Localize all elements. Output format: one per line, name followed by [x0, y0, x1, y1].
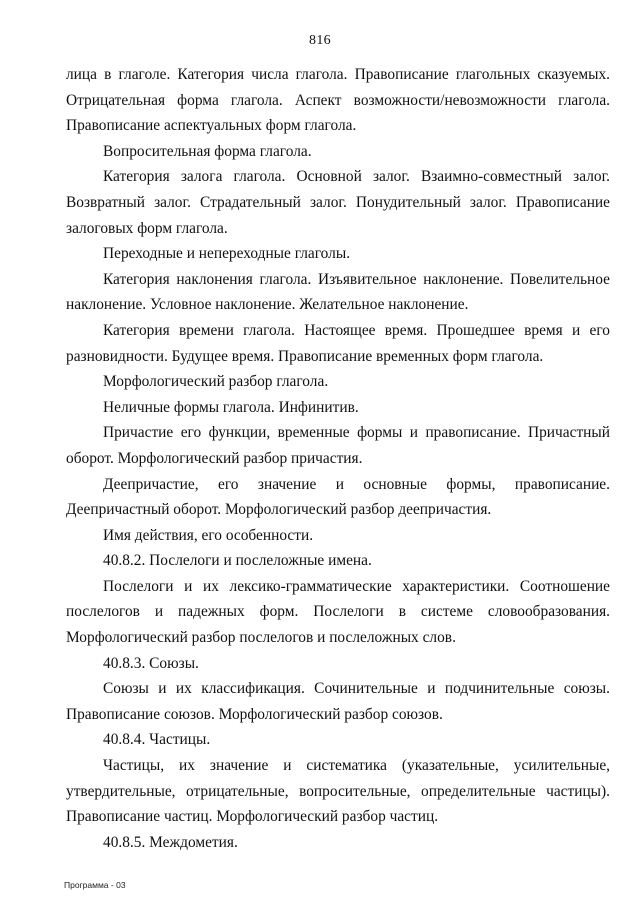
paragraph-nonfinite-forms: Неличные формы глагола. Инфинитив.	[103, 398, 359, 416]
paragraph-voice-category: Категория залога глагола. Основной залог. Взаимно-совместный залог. Возвратный залог. Страдательный залог. Понудительный залог. Правописание залоговых форм глагола.	[66, 168, 610, 237]
paragraph-tense-category: Категория времени глагола. Настоящее время. Прошедшее время и его разновидности. Будущее время. Правописание временных форм глагола.	[66, 321, 610, 365]
section-heading-postpositions: 40.8.2. Послелоги и послеложные имена.	[103, 552, 372, 570]
paragraph-particles: Частицы, их значение и систематика (указательные, усилительные, утвердительные, отрицательные, вопросительные, определительные частицы). Правописание частиц. Морфологический разбор частиц.	[66, 757, 610, 826]
paragraph-participle: Причастие его функции, временные формы и правописание. Причастный оборот. Морфологический разбор причастия.	[66, 424, 610, 467]
paragraph-interrogative-form: Вопросительная форма глагола.	[103, 142, 312, 160]
paragraph-conjunctions: Союзы и их классификация. Сочинительные и подчинительные союзы. Правописание союзов. Морфологический разбор союзов.	[66, 680, 610, 723]
paragraph-postpositions: Послелоги и их лексико-грамматические характеристики. Соотношение послелогов и падежных форм. Послелоги в системе словообразования. Морфологический разбор послелогов и послеложных слов.	[66, 577, 610, 647]
document-body	[66, 62, 610, 855]
paragraph-action-noun: Имя действия, его особенности.	[103, 526, 314, 544]
paragraph-verb-person-number: лица в глаголе. Категория числа глагола. Правописание глагольных сказуемых. Отрицательная форма глагола. Аспект возможности/невозможности глагола. Правописание аспектуальных форм глагола.	[66, 66, 610, 135]
paragraph-mood-category: Категория наклонения глагола. Изъявительное наклонение. Повелительное наклонение. Условное наклонение. Желательное наклонение.	[66, 270, 610, 314]
footer-program-label: Программа - 03	[64, 880, 126, 890]
section-heading-conjunctions: 40.8.3. Союзы.	[103, 654, 199, 672]
paragraph-verb-analysis: Морфологический разбор глагола.	[103, 373, 329, 391]
paragraph-transitive-verbs: Переходные и непереходные глаголы.	[103, 245, 351, 263]
section-heading-interjections: 40.8.5. Междометия.	[103, 833, 238, 851]
section-heading-particles: 40.8.4. Частицы.	[103, 731, 211, 749]
page-number: 816	[309, 33, 331, 48]
paragraph-gerund: Деепричастие, его значение и основные формы, правописание. Деепричастный оборот. Морфологический разбор деепричастия.	[66, 475, 610, 519]
